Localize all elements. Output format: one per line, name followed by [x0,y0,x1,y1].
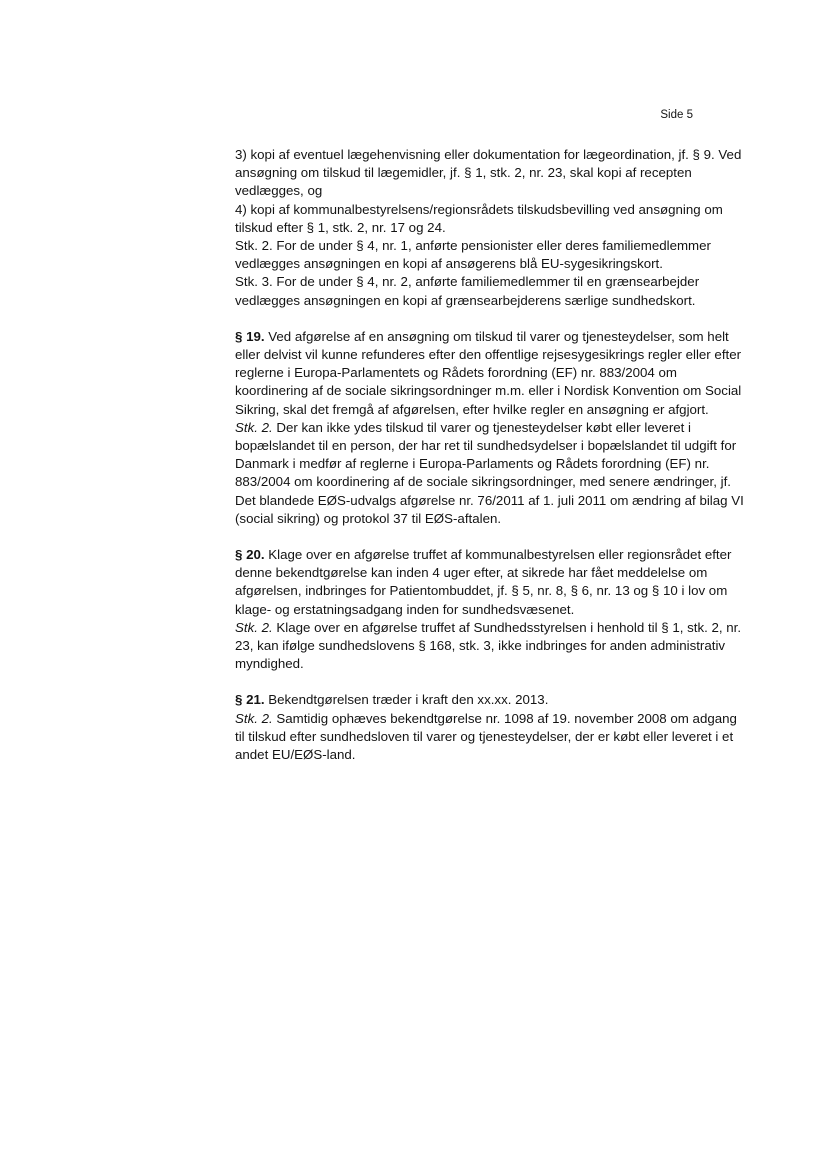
section-20-paragraph [235,546,749,619]
paragraph-text: 4) kopi af kommunalbestyrelsens/regionsrådets tilskudsbevilling ved ansøgning om tilskud efter § 1, stk. 2, nr. 17 og 24. [235,201,723,235]
section-21-paragraph [235,691,749,709]
paragraph-text: Der kan ikke ydes tilskud til varer og tjenesteydelser købt eller leveret i bopælslandet til en person, der har ret til sundhedsydelser i bopælslandet til udgift for Danmark i medfør af reglerne i Europa-Parlaments og Rådets forordning (EF) nr. 883/2004 om koordinering af de sociale sikringsordninger, med senere ændringer, jf. Det blandede EØS-udvalgs afgørelse nr. 76/2011 af 1. juli 2011 om ændring af bilag VI (social sikring) og protokol 37 til EØS-aftalen. [235,419,744,526]
paragraph-text: Stk. 3. For de under § 4, nr. 2, anførte familiemedlemmer til en grænsearbejder vedlægges ansøgningen en kopi af grænsearbejderens særlige sundhedskort. [235,274,700,308]
stk-label: Stk. 2. [235,619,273,635]
section-20-label: § 20. [235,547,265,563]
paragraph-text: Samtidig ophæves bekendtgørelse nr. 1098 af 19. november 2008 om adgang til tilskud efter sundhedsloven til varer og tjenesteydelser, der er købt eller leveret i et andet EU/EØS-land. [235,710,737,763]
stk-2-paragraph [235,237,749,273]
document-body [235,146,749,764]
list-item-3 [235,146,749,201]
section-19-stk-2 [235,419,749,528]
section-21-stk-2 [235,710,749,765]
section-19-label: § 19. [235,328,265,344]
paragraph-text: Klage over en afgørelse truffet af kommunalbestyrelsen eller regionsrådet efter denne bekendtgørelse kan inden 4 uger efter, at sikrede har fået meddelelse om afgørelsen, indbringes for Patientombuddet, jf. § 5, nr. 8, § 6, nr. 13 og § 10 i lov om klage- og erstatningsadgang inden for sundhedsvæsenet. [235,547,732,617]
page-number: Side 5 [660,109,693,121]
paragraph-text: Bekendtgørelsen træder i kraft den xx.xx. 2013. [264,692,549,708]
list-item-4 [235,201,749,237]
paragraph-text: Ved afgørelse af en ansøgning om tilskud til varer og tjenesteydelser, som helt eller delvist vil kunne refunderes efter den offentlige rejsesygesikrings regler eller efter reglerne i Europa-Parlamentets og Rådets forordning (EF) nr. 883/2004 om koordinering af de sociale sikringsordninger m.m. eller i Nordisk Konvention om Social Sikring, skal det fremgå af afgørelsen, efter hvilke regler en ansøgning er afgjort. [235,328,742,417]
paragraph-text: Stk. 2. For de under § 4, nr. 1, anførte pensionister eller deres familiemedlemmer vedlægges ansøgningen en kopi af ansøgerens blå EU-sygesikringskort. [235,238,711,272]
section-21-label: § 21. [235,692,265,708]
paragraph-text: 3) kopi af eventuel lægehenvisning eller dokumentation for lægeordination, jf. § 9. Ved ansøgning om tilskud til lægemidler, jf. § 1, stk. 2, nr. 23, skal kopi af recepten vedlægges, og [235,147,742,199]
section-20-stk-2 [235,619,749,674]
section-19-paragraph [235,328,749,419]
stk-label: Stk. 2. [235,710,273,726]
stk-3-paragraph [235,273,749,309]
paragraph-text: Klage over en afgørelse truffet af Sundhedsstyrelsen i henhold til § 1, stk. 2, nr. 23, kan ifølge sundhedslovens § 168, stk. 3, ikke indbringes for anden administrativ myndighed. [235,619,742,672]
stk-label: Stk. 2. [235,419,273,435]
